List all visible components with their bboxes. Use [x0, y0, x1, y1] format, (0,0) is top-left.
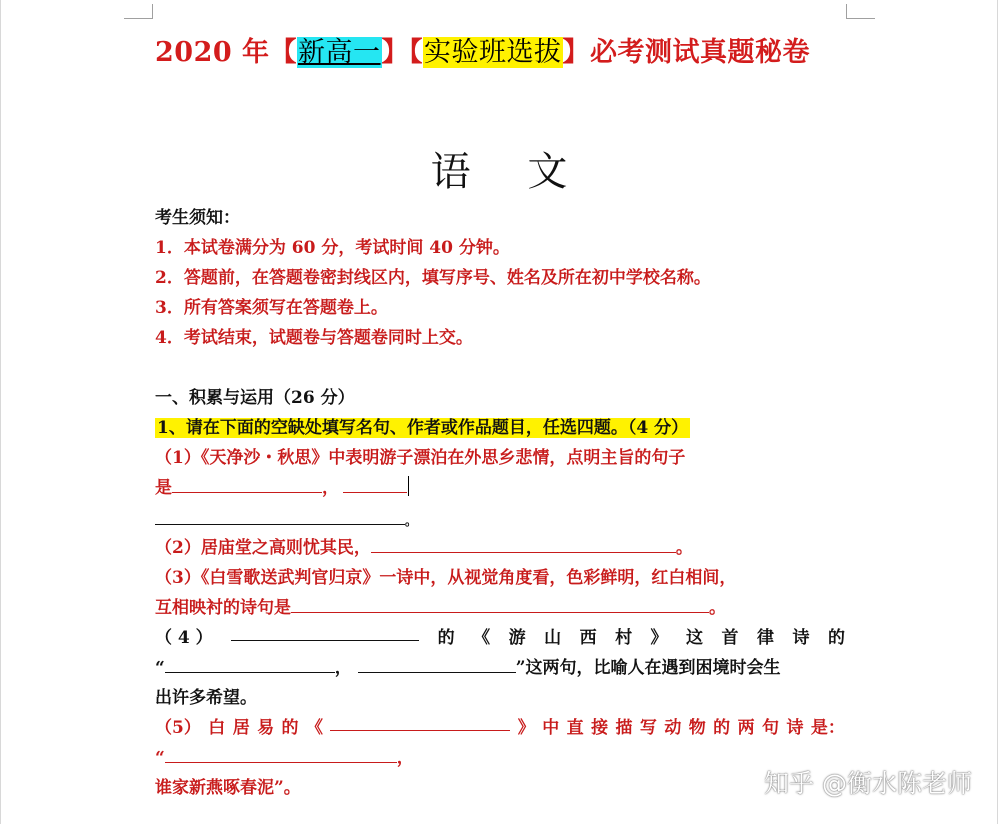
answer-blank[interactable] [231, 626, 419, 641]
watermark: 知乎 @衡水陈老师 [764, 769, 972, 798]
part-3-prefix: 互相映衬的诗句是 [155, 598, 291, 618]
part-3-answer-line [155, 596, 726, 620]
title-highlight-cyan: 新高一 [298, 37, 381, 68]
answer-blank[interactable] [371, 538, 676, 553]
title-highlight-yellow: 实验班选拔 [424, 37, 562, 68]
part-2-line [155, 536, 693, 560]
part-4-answer-line [155, 656, 781, 680]
spaced-char: 西 [579, 628, 597, 648]
margin-corner-mark [124, 4, 153, 19]
answer-blank[interactable] [172, 478, 322, 493]
quote-mark: “ [155, 658, 165, 678]
part-5-label: （5） [155, 718, 201, 738]
answer-blank[interactable] [291, 598, 709, 613]
spaced-char: 动 [664, 718, 682, 738]
spaced-char: 白 [208, 718, 226, 738]
margin-corner-mark [846, 4, 875, 19]
period: 。 [405, 514, 418, 528]
spaced-char: 村 [615, 628, 633, 648]
section-heading: 一、积累与运用（26 分） [155, 388, 355, 408]
part-1-prefix: 是 [155, 478, 172, 498]
spaced-char: 的 [827, 628, 845, 648]
spaced-char: 《 [305, 718, 323, 738]
part-5-line [155, 716, 845, 740]
spaced-char: 居 [232, 718, 250, 738]
spaced-char: 写 [639, 718, 657, 738]
comma: ， [322, 478, 339, 498]
exam-title [155, 30, 810, 69]
title-text: 】必考测试真题秘卷 [562, 37, 811, 68]
spaced-char: 描 [615, 718, 633, 738]
subject-heading: 语 文 [430, 149, 590, 195]
text-cursor [408, 476, 409, 496]
spaced-char: 直 [566, 718, 584, 738]
part-4-line [155, 626, 845, 650]
spaced-char: 句 [762, 718, 780, 738]
part-1-line: （1）《天净沙・秋思》中表明游子漂泊在外思乡悲情，点明主旨的句子 [155, 448, 686, 468]
part-4-text: ”这两句，比喻人在遇到困境时会生 [515, 658, 781, 678]
spaced-char: 接 [591, 718, 609, 738]
notice-item: 2．答题前，在答题卷密封线区内，填写序号、姓名及所在初中学校名称。 [155, 268, 711, 288]
spaced-char: 诗 [792, 628, 810, 648]
spaced-char: 律 [757, 628, 774, 648]
spaced-char: 《 [473, 628, 491, 648]
spaced-char: 游 [508, 628, 526, 648]
question-1-prompt [155, 416, 690, 440]
spaced-char: 易 [257, 718, 275, 738]
question-1-text: 1、请在下面的空缺处填写名句、作者或作品题目，任选四题。（4 分） [157, 418, 689, 438]
part-5-continuation: 谁家新燕啄春泥”。 [155, 778, 301, 798]
part-4-continuation: 出许多希望。 [155, 688, 257, 708]
period: 。 [675, 538, 693, 558]
part-3-line: （3）《白雪歌送武判官归京》一诗中，从视觉角度看，色彩鲜明，红白相间， [155, 568, 737, 588]
comma: ， [396, 748, 414, 768]
part-2-text: （2）居庙堂之高则忧其民， [155, 538, 371, 558]
spaced-char: 这 [686, 628, 704, 648]
spaced-char: 的 [281, 718, 299, 738]
notice-item: 4．考试结束，试题卷与答题卷同时上交。 [155, 328, 473, 348]
notice-heading: 考生须知： [155, 208, 240, 228]
answer-blank[interactable] [165, 658, 335, 673]
title-text: 】【 [381, 37, 424, 68]
spaced-char: 的 [713, 718, 731, 738]
part-1-continuation [155, 508, 417, 533]
answer-blank[interactable] [165, 748, 397, 763]
spaced-char: 山 [544, 628, 562, 648]
part-4-label: （ 4 ） [155, 628, 213, 648]
spaced-char: 物 [688, 718, 706, 738]
answer-blank[interactable] [358, 658, 516, 673]
answer-blank[interactable] [343, 478, 407, 493]
period: 。 [709, 598, 726, 618]
notice-item: 3．所有答案须写在答题卷上。 [155, 298, 388, 318]
spaced-char: 的 [437, 628, 455, 648]
quote-mark: “ [155, 748, 165, 768]
answer-blank[interactable] [330, 716, 510, 731]
comma: ， [334, 658, 352, 678]
answer-blank[interactable] [155, 510, 405, 525]
title-text: 2020 年【 [155, 37, 298, 68]
spaced-char: 诗 [786, 718, 804, 738]
spaced-char: 首 [721, 628, 739, 648]
part-5-answer-line [155, 746, 414, 770]
spaced-char: 》 [650, 628, 668, 648]
spaced-char: 》 [517, 718, 535, 738]
spaced-char: 中 [542, 718, 560, 738]
part-1-answer-line [155, 476, 409, 500]
notice-item: 1．本试卷满分为 60 分，考试时间 40 分钟。 [155, 238, 510, 258]
spaced-char: 两 [737, 718, 755, 738]
spaced-char: 是： [810, 718, 845, 738]
